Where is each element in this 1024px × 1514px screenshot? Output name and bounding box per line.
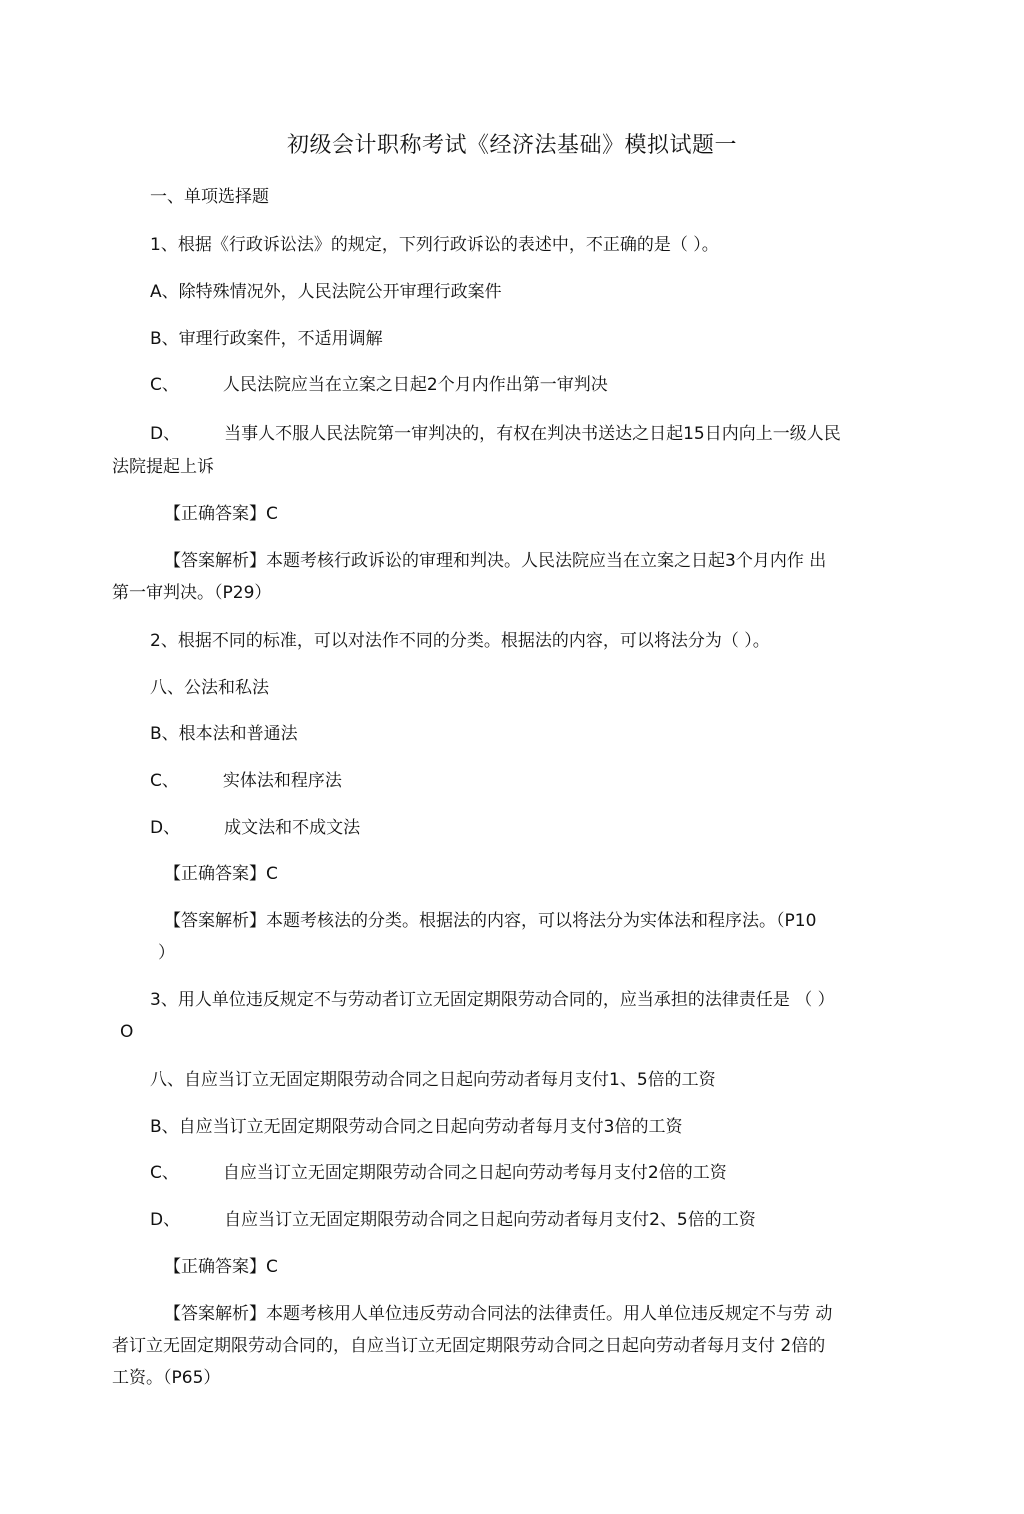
question-1-option-d-continuation: 法院提起上诉 — [112, 457, 214, 477]
question-1-option-a — [150, 281, 502, 303]
option-text: 自应当订立无固定期限劳动合同之日起向劳动者每月支付2、5倍的工资 — [224, 1210, 756, 1230]
question-3-analysis: 【答案解析】本题考核用人单位违反劳动合同法的法律责任。用人单位违反规定不与劳 动 — [164, 1304, 833, 1324]
question-3-stem-continuation: O — [120, 1022, 134, 1042]
question-3-option-b — [150, 1116, 683, 1138]
option-label: C、 — [150, 771, 179, 791]
question-1-answer: 【正确答案】C — [164, 504, 278, 524]
question-2-option-b — [150, 723, 298, 745]
option-text: 人民法院应当在立案之日起2个月内作出第一审判决 — [222, 375, 608, 395]
option-text: 成文法和不成文法 — [224, 818, 361, 838]
option-label: 八、 — [150, 1070, 184, 1090]
option-text: 实体法和程序法 — [222, 771, 342, 791]
question-2-option-d — [150, 817, 360, 839]
question-3-answer: 【正确答案】C — [164, 1257, 278, 1277]
option-label: C、 — [150, 375, 179, 395]
option-label: A、 — [150, 282, 179, 302]
option-text: 根本法和普通法 — [178, 724, 298, 744]
question-1-option-d — [150, 423, 841, 445]
question-3-option-a — [150, 1069, 716, 1091]
question-3-analysis-continuation-2: 工资。（P65） — [112, 1368, 221, 1388]
question-2-analysis-continuation: ） — [158, 943, 175, 963]
option-label: D、 — [150, 424, 181, 444]
option-label: B、 — [150, 329, 179, 349]
document-title: 初级会计职称考试《经济法基础》模拟试题一 — [286, 133, 737, 158]
option-label: D、 — [150, 1210, 181, 1230]
question-2-stem: 2、根据不同的标准，可以对法作不同的分类。根据法的内容，可以将法分为（ ）。 — [150, 631, 770, 651]
question-2-option-a — [150, 677, 269, 699]
question-1-analysis-continuation: 第一审判决。（P29） — [112, 583, 272, 603]
question-2-option-c — [150, 770, 342, 792]
question-1-analysis: 【答案解析】本题考核行政诉讼的审理和判决。人民法院应当在立案之日起3个月内作 出 — [164, 551, 827, 571]
option-label: D、 — [150, 818, 181, 838]
question-3-analysis-continuation: 者订立无固定期限劳动合同的，自应当订立无固定期限劳动合同之日起向劳动者每月支付 2倍的 — [112, 1336, 826, 1356]
question-1-option-b — [150, 328, 383, 350]
option-label: C、 — [150, 1163, 179, 1183]
option-text: 审理行政案件，不适用调解 — [178, 329, 383, 349]
option-text: 除特殊情况外，人民法院公开审理行政案件 — [178, 282, 502, 302]
question-1-option-c — [150, 374, 608, 396]
section-heading: 一、单项选择题 — [150, 187, 269, 207]
option-text: 自应当订立无固定期限劳动合同之日起向劳动者每月支付3倍的工资 — [178, 1117, 683, 1137]
question-1-stem: 1、根据《行政诉讼法》的规定，下列行政诉讼的表述中，不正确的是（ ）。 — [150, 235, 719, 255]
question-3-option-d — [150, 1209, 756, 1231]
option-text: 自应当订立无固定期限劳动合同之日起向劳动考每月支付2倍的工资 — [222, 1163, 727, 1183]
option-text: 自应当订立无固定期限劳动合同之日起向劳动者每月支付1、5倍的工资 — [184, 1070, 716, 1090]
question-3-option-c — [150, 1162, 727, 1184]
question-2-analysis: 【答案解析】本题考核法的分类。根据法的内容，可以将法分为实体法和程序法。（P10 — [164, 911, 817, 931]
option-label: 八、 — [150, 678, 184, 698]
option-label: B、 — [150, 1117, 179, 1137]
option-text: 公法和私法 — [184, 678, 269, 698]
question-2-answer: 【正确答案】C — [164, 864, 278, 884]
question-3-stem: 3、用人单位违反规定不与劳动者订立无固定期限劳动合同的，应当承担的法律责任是 （ ） — [150, 990, 835, 1010]
option-label: B、 — [150, 724, 179, 744]
option-text: 当事人不服人民法院第一审判决的，有权在判决书送达之日起15日内向上一级人民 — [224, 424, 841, 444]
